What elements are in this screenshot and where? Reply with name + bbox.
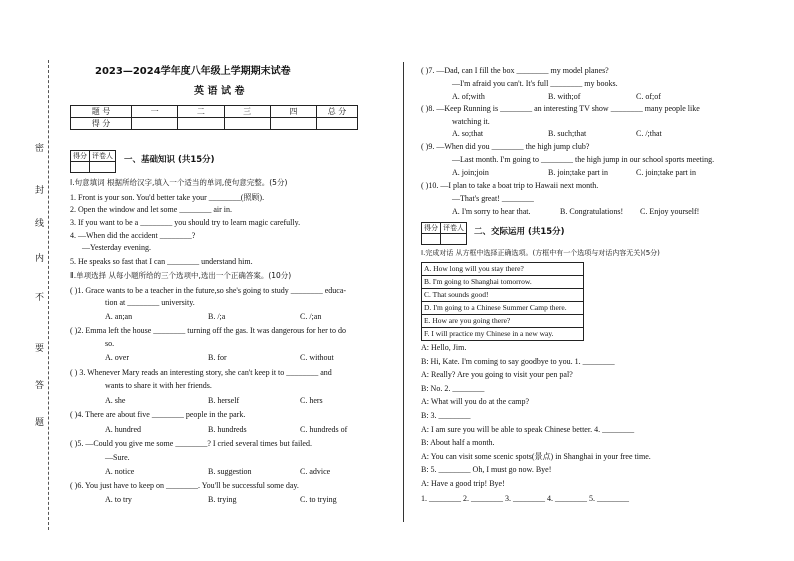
grader-box-label: 得分: [71, 151, 90, 162]
score-header-cell: 一: [132, 106, 178, 118]
part-1-title: Ⅰ.句意填词 根据所给汉字,填入一个适当的单词,使句意完整。(5分): [70, 178, 288, 187]
mc-option-b: B. herself: [208, 396, 240, 405]
mc-option-c: C. /;an: [300, 312, 322, 321]
dialog-line: A: Really? Are you going to visit your pen pal?: [421, 370, 573, 379]
mc-option-c: C. join;take part in: [636, 168, 696, 177]
grader-box-label: 得分: [422, 223, 441, 234]
mc-question-cont: wants to share it with her friends.: [105, 381, 212, 390]
mc-option-a: A. hundred: [105, 425, 141, 434]
dialog-line: A: Hello, Jim.: [421, 343, 467, 352]
dialog-line: A: Have a good trip! Bye!: [421, 479, 505, 488]
seal-char: 封: [35, 186, 45, 196]
option-item: F. I will practice my Chinese in a new way.: [424, 329, 554, 338]
mc-option-a: A. so;that: [452, 129, 484, 138]
mc-option-b: B. join;take part in: [548, 168, 608, 177]
mc-question-cont: —I'm afraid you can't. It's full ________ my books.: [452, 79, 618, 88]
question-text: 5. He speaks so fast that I can ________ understand him.: [70, 257, 253, 266]
score-row-label: 得 分: [71, 118, 132, 130]
options-box: [421, 262, 584, 341]
dialog-line: A: You can visit some scenic spots(景点) in Shanghai in your free time.: [421, 452, 651, 461]
question-text: 4. —When did the accident ________?: [70, 231, 196, 240]
mc-option-c: C. Enjoy yourself!: [640, 207, 700, 216]
grader-box: [421, 222, 467, 245]
mc-option-c: C. /;that: [636, 129, 662, 138]
seal-char: 答: [35, 381, 45, 391]
mc-question: ( )2. Emma left the house ________ turning off the gas. It was dangerous for her to do: [70, 326, 347, 335]
mc-option-b: B. hundreds: [208, 425, 247, 434]
question-text: 3. If you want to be a ________ you should try to learn magic carefully.: [70, 218, 301, 227]
mc-option-c: C. hers: [300, 396, 323, 405]
mc-option-c: C. advice: [300, 467, 331, 476]
exam-title: 2023—2024学年度八年级上学期期末试卷: [95, 66, 291, 77]
seal-char: 要: [35, 344, 45, 354]
grader-box-label: 评卷人: [441, 223, 467, 234]
dialog-line: B: Hi, Kate. I'm coming to say goodbye to you. 1. ________: [421, 357, 615, 366]
mc-option-a: A. she: [105, 396, 126, 405]
mc-question: ( )9. —When did you ________ the high jump club?: [421, 142, 590, 151]
option-item: C. That sounds good!: [422, 289, 583, 302]
option-item: E. How are you going there?: [422, 315, 583, 328]
score-header-cell: 四: [270, 106, 316, 118]
answer-blanks[interactable]: 1. ________ 2. ________ 3. ________ 4. ________ 5. ________: [421, 494, 629, 503]
question-text: 2. Open the window and let some ________ air in.: [70, 205, 232, 214]
mc-question: ( )10. —I plan to take a boat trip to Hawaii next month.: [421, 181, 599, 190]
mc-question: ( )6. You just have to keep on ________. You'll be successful some day.: [70, 481, 299, 490]
score-cell[interactable]: [270, 118, 316, 130]
column-divider: [403, 62, 404, 522]
mc-option-b: B. suggestion: [208, 467, 252, 476]
dialog-line: B: 5. ________ Oh, I must go now. Bye!: [421, 465, 552, 474]
mc-option-b: B. for: [208, 353, 227, 362]
mc-option-b: B. /;a: [208, 312, 226, 321]
seal-char: 内: [35, 254, 45, 264]
mc-option-c: C. hundreds of: [300, 425, 348, 434]
mc-option-a: A. I'm sorry to hear that.: [452, 207, 531, 216]
grader-box: [70, 150, 116, 173]
mc-option-a: A. an;an: [105, 312, 133, 321]
mc-question: ( )5. —Could you give me some ________? I cried several times but failed.: [70, 439, 312, 448]
mc-question: ( )4. There are about five ________ people in the park.: [70, 410, 246, 419]
mc-question-cont: watching it.: [452, 117, 490, 126]
mc-question-cont: —That's great! ________: [452, 194, 534, 203]
option-item: D. I'm going to a Chinese Summer Camp there.: [422, 302, 583, 315]
seal-char: 题: [35, 418, 45, 428]
exam-subject: 英 语 试 卷: [194, 86, 245, 97]
dialog-line: B: About half a month.: [421, 438, 495, 447]
mc-option-a: A. notice: [105, 467, 135, 476]
option-item: B. I'm going to Shanghai tomorrow.: [422, 276, 583, 289]
section-2-title: 二、交际运用 (共15分): [474, 227, 565, 237]
mc-question: ( )8. —Keep Running is ________ an interesting TV show ________ many people like: [421, 104, 700, 113]
mc-question-cont: so.: [105, 339, 115, 348]
dialog-line: B: No. 2. ________: [421, 384, 485, 393]
dialog-line: A: What will you do at the camp?: [421, 397, 530, 406]
mc-question-cont: —Sure.: [105, 453, 130, 462]
mc-option-b: B. Congratulations!: [560, 207, 624, 216]
mc-option-b: B. with;of: [548, 92, 581, 101]
mc-option-c: C. of;of: [636, 92, 661, 101]
score-cell[interactable]: [224, 118, 270, 130]
mc-option-a: A. over: [105, 353, 129, 362]
mc-option-a: A. join;join: [452, 168, 489, 177]
mc-option-a: A. of;with: [452, 92, 485, 101]
mc-question-cont: tion at ________ university.: [105, 298, 195, 307]
seal-char: 线: [35, 219, 45, 229]
mc-option-c: C. to trying: [300, 495, 337, 504]
part-2-title: Ⅱ.单项选择 从每小题所给的三个选项中,选出一个正确答案。(10分): [70, 271, 292, 280]
score-cell[interactable]: [132, 118, 178, 130]
question-text: —Yesterday evening.: [82, 243, 151, 252]
mc-option-a: A. to try: [105, 495, 132, 504]
score-header-cell: 三: [224, 106, 270, 118]
dialog-part-title: Ⅰ.完成对话 从方框中选择正确选项。(方框中有一个选项与对话内容无关)(5分): [421, 249, 660, 257]
score-header-cell: 二: [178, 106, 224, 118]
score-table: [70, 105, 358, 130]
section-1-title: 一、基础知识 (共15分): [124, 155, 215, 165]
mc-option-c: C. without: [300, 353, 334, 362]
seal-char: 密: [35, 144, 45, 154]
mc-option-b: B. trying: [208, 495, 237, 504]
question-text: 1. Front is your son. You'd better take your ________(照顾).: [70, 193, 265, 202]
score-cell[interactable]: [178, 118, 224, 130]
score-cell[interactable]: [317, 118, 358, 130]
mc-question: ( ) 3. Whenever Mary reads an interesting story, she can't keep it to ________ and: [70, 368, 332, 377]
dialog-line: B: 3. ________: [421, 411, 471, 420]
score-header-cell: 题 号: [71, 106, 132, 118]
option-item: A. How long will you stay there?: [422, 263, 583, 276]
score-header-cell: 总 分: [317, 106, 358, 118]
seal-line: [48, 60, 49, 530]
grader-box-label: 评卷人: [90, 151, 116, 162]
mc-question: ( )7. —Dad, can I fill the box ________ my model planes?: [421, 66, 609, 75]
mc-question: ( )1. Grace wants to be a teacher in the future,so she's going to study ________ educa-: [70, 286, 347, 295]
dialog-line: A: I am sure you will be able to speak Chinese better. 4. ________: [421, 425, 635, 434]
seal-char: 不: [35, 293, 45, 303]
mc-question-cont: —Last month. I'm going to ________ the high jump in our school sports meeting.: [452, 155, 715, 164]
mc-option-b: B. such;that: [548, 129, 587, 138]
